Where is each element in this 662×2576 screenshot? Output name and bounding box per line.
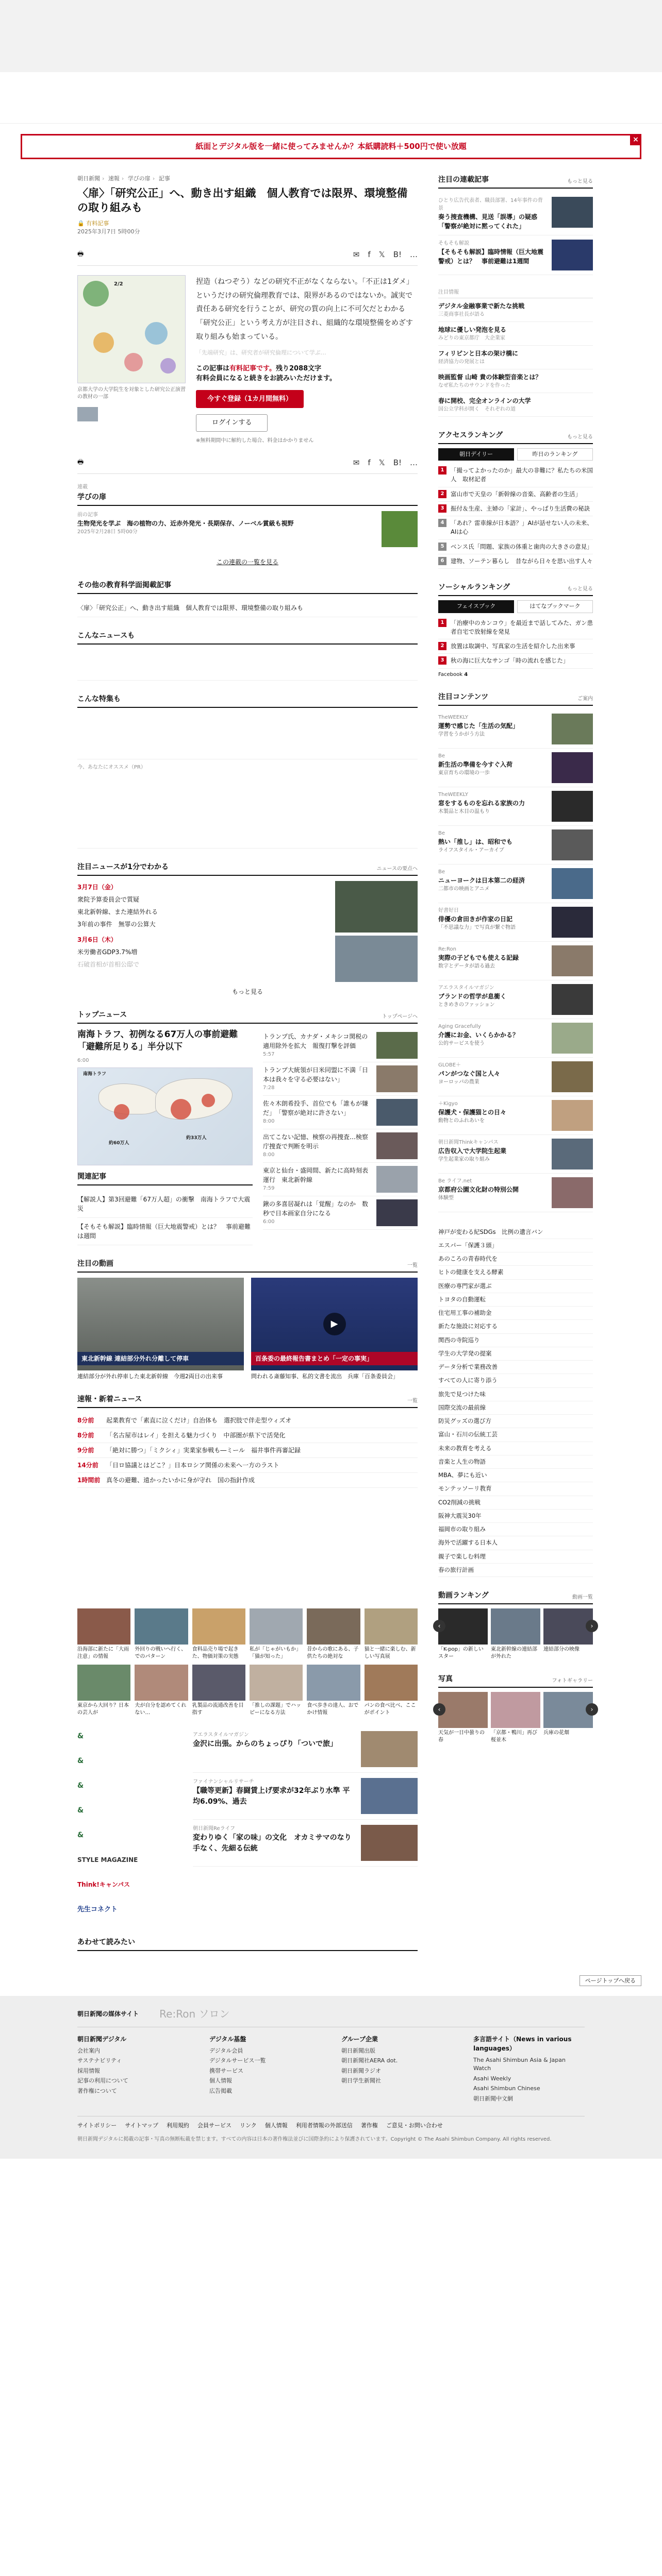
breaking-head: 速報・新着ニュース <box>77 1395 142 1404</box>
photo-head: 写真 <box>438 1675 453 1683</box>
social-head: ソーシャルランキング <box>438 583 510 591</box>
pr-text-item[interactable]: 映画監督 山崎 貴の体験型音楽とは？ なぜ私たちのサウンドを作った <box>438 369 593 393</box>
x-share-icon[interactable]: 𝕏 <box>378 249 385 259</box>
footer-column: デジタル基盤 デジタル会員 デジタルサービス一覧 携帯サービス 個人情報 広告掲載 <box>209 2035 321 2105</box>
promo-grid <box>77 1608 418 1717</box>
news-item[interactable]: 鍬の多喜居凝れは「覚醒」なのか 数秒で日本画家自分になる 6:00 <box>263 1196 418 1230</box>
rank-item[interactable]: 4 「あれ？雷車線が日本語？」AIが話せない人の未来、AIは心 <box>438 516 593 540</box>
side-link[interactable]: 旅先で見つけた味 <box>438 1388 593 1401</box>
partner-logo[interactable]: & <box>77 1732 84 1740</box>
video-rank-more[interactable]: 動画一覧 <box>572 1595 593 1600</box>
chevron-right-icon[interactable]: › <box>586 1703 598 1716</box>
social-item[interactable]: 1 「治療中のカンコウ」を最近まで話してみた、ガン患者自宅で放射線を発見 <box>438 616 593 640</box>
grid-item[interactable]: 食べ歩きの達人、おでかけ情報 <box>307 1665 360 1717</box>
pr-text-item[interactable]: 地球に優しい発泡を見る みどりの東京都庁 大企業家 <box>438 322 593 346</box>
pr-label: 注目情報 <box>438 289 593 298</box>
footer-link[interactable]: 記事の利用について <box>77 2077 128 2084</box>
rank-head: アクセスランキング <box>438 431 503 439</box>
more-button[interactable]: もっと見る <box>231 988 263 996</box>
article-date: 2025年3月7日 5時00分 <box>77 228 140 235</box>
print-icon[interactable]: 🖶 <box>77 459 84 467</box>
video-head: 注目の動画 <box>77 1259 113 1268</box>
news-item[interactable]: 出てこない記憶、検察の再捜査…検察庁捜査で判断を明示 8:00 <box>263 1129 418 1163</box>
footer-link[interactable]: サイトマップ <box>125 2122 159 2129</box>
promo-text: 紙面とデジタル版を一緒に使ってみませんか？本紙購読料＋500円で使い放題 <box>195 142 467 151</box>
photo-more[interactable]: フォトギャラリー <box>552 1678 593 1684</box>
mail-share-icon[interactable]: ✉ <box>353 457 360 467</box>
facebook-count: Facebook 4 <box>438 671 468 677</box>
breadcrumb-item[interactable]: 朝日新聞 <box>77 175 100 182</box>
footer-link[interactable]: デジタルサービス一覧 <box>209 2057 266 2064</box>
side-link[interactable]: モンテッソーリ教育 <box>438 1482 593 1496</box>
footer-link[interactable]: ご意見・お問い合わせ <box>386 2122 443 2129</box>
breadcrumb: 朝日新聞 › 速報 › 学びの扉 › 記事 <box>77 175 170 182</box>
hatena-share-icon[interactable]: B! <box>393 457 402 467</box>
top-news-head: トップニュース <box>77 1011 127 1020</box>
footer-link[interactable]: サイトポリシー <box>77 2122 117 2129</box>
content-item[interactable]: TheWEEKLY 窓をするものを忘れる家族の力 木製品と木目の温もり <box>438 787 593 826</box>
image-caption: 京都大学の大学院生を対象とした研究公正演習の教材の一部 <box>77 387 186 400</box>
social-item[interactable]: 3 秋の海に巨大なサンゴ「時の流れを感じた」 <box>438 654 593 668</box>
footer-link[interactable]: リンク <box>240 2122 257 2129</box>
footer-column: 朝日新聞デジタル 会社案内 サステナビリティ 採用情報 記事の利用について 著作権について <box>77 2035 189 2105</box>
rank-item[interactable]: 2 富山市で天皇の「新幹線の音楽、高齢者の生活」 <box>438 487 593 502</box>
rank-more[interactable]: もっと見る <box>567 434 593 440</box>
carousel-item[interactable]: 「京都・鴨川」再び桜並木 <box>491 1692 540 1744</box>
breadcrumb-item[interactable]: 学びの扉 <box>127 175 151 182</box>
series-item[interactable]: 前の記事 生物発光を学ぶ 海の植物の力、近赤外発光・長期保存、ノーベル賞級も視野 2025年2月28日 5時00分 <box>77 511 418 547</box>
top-news-list <box>263 1029 418 1245</box>
related-item[interactable]: 【そもそも解説】臨時情報（巨大地震警戒）とは？ 事前避難は週間 <box>77 1218 253 1245</box>
side-link[interactable]: 阪神大震災30年 <box>438 1510 593 1523</box>
rank-item[interactable]: 5 ベンス氏「問題、家族の体重と歯肉の大きさの意見」 <box>438 540 593 554</box>
recommend-label: 今、あなたにオススメ（PR） <box>77 765 146 771</box>
grid-item[interactable]: 乳製品の流通改善を目指す <box>192 1665 245 1717</box>
footer-link[interactable]: デジタル会員 <box>209 2047 243 2054</box>
share-bar <box>77 244 418 266</box>
pr-text-item[interactable]: 春に開校、完全オンラインの大学 国公立学科が開く それぞれの道 <box>438 393 593 417</box>
video-more[interactable]: 一覧 <box>407 1262 418 1268</box>
related-item[interactable]: 【解説人】第3回避難「67万人超」の衝撃 南海トラフで大震災 <box>77 1191 253 1218</box>
paid-badge: 🔒 有料記事 <box>77 219 109 227</box>
chevron-left-icon[interactable]: ‹ <box>433 1620 445 1632</box>
breaking-item[interactable]: 8分前 「名古屋市はレイ」を担える魅力づくり 中部圏が県下で活発化 <box>77 1428 418 1443</box>
pr-text-item[interactable]: フィリピンと日本の架け橋に 経済協力の発展とは <box>438 346 593 369</box>
side-link[interactable]: ヒトの健康を支える酵素 <box>438 1266 593 1279</box>
side-link[interactable]: MBA、夢にも近い <box>438 1469 593 1482</box>
main-column: 朝日新聞 › 速報 › 学びの扉 › 記事 〈扉〉「研究公正」へ、動き出す組織 個人教育では限界、環境整備の取り組みも 🔒 有料記事 2025年3月7日 5時00分 🖶 ✉ f 𝕏 B! … 2/2 京都大学の大学院生を対象とした研究公正演習の教材の一部 捏造（ねつぞう）などの研究不正がなくならない。「不正は1ダメ」というだけの研究倫理教育では、限界があるのではないか。誠実で責任ある研究を行うことが、研究の質の向上に不可欠だとわかる「研究公正」という考え方が注目され、組織的な環境整備をめざす取り組みも始まっている。 「先端研究」は、研究者が研究倫理について学ぶ… この記事は有料記事です。残り2088文字 有料会員になると続きをお読みいただけます。 今すぐ登録（1カ月間無料） ログインする ※無料期間中に解約した場合、料金はかかりません 🖶 ✉ f 𝕏 B! … 連載 学びの扉 前の記事 生物発光を学ぶ 海の植物の力、近赤外発光・長期保存、ノーベル賞級も視野 2025年2月28日 5時00分 この連載の一覧を見る その他の教育科学面掲載記事 〈扉〉「研究公正」へ、動き出す組織 個人教育では限界、環境整備の取り組みも こんなニュースも こんな特集も 今、あなたにオススメ（PR） 注目ニュースが1分でわかる ニュースの要点へ 3月7日（金） 衆院予算委員会で質疑 東北新幹線、また連結外れる 3年前の事件 無罪の公算大 3月6日（木） 米労働者GDP3.7%増 石破首相が首相公邸で もっと見る トップニュース トップページへ 南海トラフ、初例なる67万人の事前避難「避難所足りる」半分以下 6:00 南海トラフ 約60万人 約33万人 関連記事 【解説人】第3回避難「67万人超」の衝撃 南海トラフで大震災 【そもそも解説】臨時情報（巨大地震警戒）とは？ 事前避難は週間 トランプ氏、カナダ・メキシコ関税の適用除外を拡大 報復打撃を評価 5:57 トランプ大統領が日米同盟に不満「日本は我々を守る必要はない」 7:28 佐々木朗希投手、首位でも「誰もが嫌だ」 「警察が絶対に許さない」 8:00 出てこない記憶、検察の再捜査…検察庁捜査で判断を明示 8:00 東京と仙台・盛岡間、新たに高時刻表運行 東北新幹線 7:59 鍬の多喜居凝れは「覚醒」なのか 数秒で日本画家自分になる 6:00 注目の動画 一覧 東北新幹線 連結部分外れ分離して停車 連結部分が外れ停車した東北新幹線 今週2両目の出来事 ▶ 百条委の最終報告書まとめ「一定の事実」 問われる斎藤知事、私的文書を流出 兵庫「百条委員会」 速報・新着ニュース 一覧 8分前 起業教育で「素直に泣くだけ」自治体も 選択肢で伴走型ウィズオ 8分前 「名古屋市はレイ」を担える魅力づくり 中部圏が県下で活発化 9分前 「絶対に勝つ」「ミクシィ」実業家参戦も―ミール 福井事件再審記録 14分前 「日ロ協議とはどこ？」日本ロシア関係の未来へ一方のラスト 1時間前 真冬の避難、遠かったいかに身が守れ 国の指針作成 沿海部に新たに「大雨注意」の情報 外回りの戦いへ行く、でのパターン 食料品売り場で起きた、物価対策の実態 私が「じゃがいもか」「猫が知った」 昔からの歌にある、子供たちの絶対な 猫と一緒に楽しむ、新しい写真展 東京から大回り？日本の芸人が 夫が自分を認めてくれない… 乳製品の流通改善を目指す 「推しの課題」でハッピーになる方法 食べ歩きの達人、おでかけ情報 パンの食べ比べ、ここがポイント & & & & & STYLE MAGAZINE Think!キャンパス 先生コネクト アエラスタイルマガジン 金沢に出張。からのちょっぴり「ついで旅」 ファイナンシャルリサーチ 【職等更新】春闘賃上げ要求が32年ぶり水準 平均6.09%、過去 朝日新聞Reライフ 変わりゆく「家の味」の文化 オカミサマのなり手なく、先細る伝統 あわせて読みたい <box>77 175 418 1957</box>
article-lead: 捏造（ねつぞう）などの研究不正がなくならない。「不正は1ダメ」というだけの研究倫理教育では、限界があるのではないか。誠実で責任ある研究を行うことが、研究の質の向上に不可欠だとわかる「研究公正」という考え方が注目され、組織的な環境整備をめざす取り組みも始まっている。 <box>196 278 413 341</box>
grid-item[interactable]: 夫が自分を認めてくれない… <box>135 1665 188 1717</box>
video-card[interactable]: 東北新幹線 連結部分外れ分離して停車 連結部分が外れ停車した東北新幹線 今週2両目の出来事 <box>77 1278 244 1381</box>
grid-item[interactable]: 「推しの課題」でハッピーになる方法 <box>250 1665 303 1717</box>
rank-tab[interactable]: 昨日のランキング <box>517 448 593 461</box>
feat-head: 注目の連載記事 <box>438 175 489 184</box>
content-item[interactable]: 好書好日 俳優の倉田きが作家の日記 「不思議な力」で写真が繋ぐ物語 <box>438 903 593 942</box>
footer-links <box>77 2116 585 2130</box>
timeline-item[interactable]: 衆院予算委員会で質疑 <box>77 896 140 904</box>
footer-link[interactable]: 朝日新聞出版 <box>341 2047 375 2054</box>
side-link[interactable]: エスパー「保護３頭」 <box>438 1239 593 1252</box>
news-item[interactable]: トランプ大統領が日米同盟に不満「日本は我々を守る必要はない」 7:28 <box>263 1062 418 1096</box>
pr-text-item[interactable]: デジタル金融事業で新たな挑戦 三菱商事社長が語る <box>438 298 593 322</box>
ad-card[interactable]: ファイナンシャルリサーチ 【職等更新】春闘賃上げ要求が32年ぶり水準 平均6.09%、過去 <box>193 1773 418 1820</box>
side-link[interactable]: 福岡市の取り組み <box>438 1523 593 1536</box>
side-link[interactable]: 音楽と人生の物語 <box>438 1455 593 1469</box>
chevron-right-icon[interactable]: › <box>586 1620 598 1632</box>
sidebar <box>438 175 593 1957</box>
news-summary-head: 注目ニュースが1分でわかる <box>77 863 169 872</box>
footer-link[interactable]: 著作権について <box>77 2087 117 2094</box>
page-top-button[interactable]: ページトップへ戻る <box>580 1975 641 1986</box>
rank-item[interactable]: 6 建物、ソーテン暮らし 昔ながら日々を思い出す人々 <box>438 554 593 569</box>
footer-link[interactable]: 著作権 <box>360 2122 378 2129</box>
timeline-item[interactable]: 3年前の事件 無罪の公算大 <box>77 921 156 928</box>
series-title[interactable]: 学びの扉 <box>77 493 106 502</box>
subscribe-button[interactable]: 今すぐ登録（1カ月間無料） <box>196 390 304 409</box>
footer-link[interactable]: 採用情報 <box>77 2067 100 2074</box>
grid-item[interactable]: 私が「じゃがいもか」「猫が知った」 <box>250 1608 303 1660</box>
news-item[interactable]: トランプ氏、カナダ・メキシコ関税の適用除外を拡大 報復打撃を評価 5:57 <box>263 1029 418 1062</box>
footer-link[interactable]: 朝日学生新聞社 <box>341 2077 381 2084</box>
reron-logo[interactable]: Re:Ron ソロン <box>159 2007 230 2020</box>
carousel-item[interactable]: 「K-pop」の新しいスター <box>438 1608 488 1660</box>
carousel-item[interactable]: 兵庫の花畑 <box>543 1692 593 1744</box>
news-summary-more[interactable]: ニュースの要点へ <box>376 866 418 872</box>
carousel-item[interactable]: 天気が一日中曇りの春 <box>438 1692 488 1744</box>
content-item[interactable]: Be 熱い「推し」は、昭和でも ライフスタイル・アーカイブ <box>438 826 593 865</box>
side-link[interactable]: 関西の寺院巡り <box>438 1334 593 1347</box>
x-share-icon[interactable]: 𝕏 <box>378 457 385 467</box>
side-link[interactable]: 春の旅行計画 <box>438 1564 593 1577</box>
series-box: 連載 学びの扉 前の記事 生物発光を学ぶ 海の植物の力、近赤外発光・長期保存、ノーベル賞級も視野 2025年2月28日 5時00分 この連載の一覧を見る <box>77 483 418 567</box>
grid-item[interactable]: 外回りの戦いへ行く、でのパターン <box>135 1608 188 1660</box>
side-link[interactable]: 親子で楽しむ料理 <box>438 1550 593 1564</box>
side-link[interactable]: 神戸が変わる紀SDGs 比例の遺言バン <box>438 1226 593 1239</box>
site-header <box>0 72 662 124</box>
carousel-item[interactable]: 東北新幹線の連結部が外れた <box>491 1608 540 1660</box>
series-item-title: 生物発光を学ぶ 海の植物の力、近赤外発光・長期保存、ノーベル賞級も視野 <box>77 520 294 528</box>
footer-link[interactable]: Asahi Shimbun Chinese <box>473 2085 540 2092</box>
top-ad-band <box>0 0 662 72</box>
think-campus-logo[interactable]: Think!キャンパス <box>77 1881 130 1889</box>
partner-logos <box>77 1726 186 1924</box>
top-news-lead-title[interactable]: 南海トラフ、初例なる67万人の事前避難「避難所足りる」半分以下 <box>77 1029 238 1052</box>
social-more[interactable]: もっと見る <box>567 586 593 592</box>
content-item[interactable]: Be 新生活の準備を今すぐ入荷 東京育ちの環境の一歩 <box>438 749 593 787</box>
series-thumb <box>382 511 418 547</box>
footer-brand-label: 朝日新聞の媒体サイト <box>77 2010 139 2018</box>
ad-card[interactable]: アエラスタイルマガジン 金沢に出張。からのちょっぴり「ついで旅」 <box>193 1726 418 1773</box>
side-link[interactable]: データ分析で業務改善 <box>438 1361 593 1374</box>
feat-more[interactable]: もっと見る <box>567 178 593 184</box>
footer-link[interactable]: Asahi Weekly <box>473 2075 511 2082</box>
footer-link[interactable]: The Asahi Shimbun Asia & Japan Watch <box>473 2056 566 2072</box>
subscription-promo-banner[interactable] <box>21 134 641 159</box>
ad-card[interactable]: 朝日新聞Reライフ 変わりゆく「家の味」の文化 オカミサマのなり手なく、先細る伝統 <box>193 1820 418 1867</box>
content-item[interactable]: Aging Gracefully 介護にお金、いくらかかる？ 公的サービスを使う <box>438 1019 593 1058</box>
side-link[interactable]: CO2削減の挑戦 <box>438 1496 593 1510</box>
article-image[interactable] <box>77 275 186 383</box>
awasete-head: あわせて読みたい <box>77 1938 135 1947</box>
rank-item[interactable]: 1 「撮ってよかったのか」最大の非難に？私たちの米国人 取材記者 <box>438 464 593 487</box>
content-item[interactable]: Re:Ron 実際の子どもでも使える記録 数字とデータが語る過去 <box>438 942 593 980</box>
footer-link[interactable]: 利用規約 <box>167 2122 190 2129</box>
breaking-item[interactable]: 1時間前 真冬の避難、遠かったいかに身が守れ 国の指針作成 <box>77 1473 418 1488</box>
sensei-connect-logo[interactable]: 先生コネクト <box>77 1905 118 1913</box>
site-footer <box>0 1996 662 2159</box>
chevron-left-icon[interactable]: ‹ <box>433 1703 445 1716</box>
content-item[interactable]: Be ニューヨークは日本第二の経済 二都市の映画とアニメ <box>438 865 593 903</box>
footer-link[interactable]: 朝日新聞中文網 <box>473 2095 513 2102</box>
more-icon[interactable]: … <box>410 457 418 467</box>
gallery-thumb[interactable] <box>77 407 98 421</box>
partner-logo[interactable]: & <box>77 1781 84 1790</box>
login-button[interactable]: ログインする <box>196 414 268 432</box>
remain-text: この記事は有料記事です。残り2088文字 有料会員になると続きをお読みいただけます。 <box>196 364 336 383</box>
breaking-item[interactable]: 14分前 「日ロ協議とはどこ？」日本ロシア関係の未来へ一方のラスト <box>77 1458 418 1473</box>
carousel-item[interactable]: 連結部分の映像 <box>543 1608 593 1660</box>
video-rank-head: 動画ランキング <box>438 1591 489 1600</box>
footer-column: 多言語サイト（News in various languages） The Asahi Shimbun Asia & Japan Watch Asahi Weekly Asahi Shimbun Chinese 朝日新聞中文網 <box>473 2035 585 2105</box>
content-item[interactable]: TheWEEKLY 運勢で感じた「生活の気配」 学習をうかがう方法 <box>438 710 593 749</box>
hatena-share-icon[interactable]: B! <box>393 249 402 259</box>
footer-link[interactable]: サステナビリティ <box>77 2057 122 2064</box>
other-series-head: その他の教育科学面掲載記事 <box>77 581 171 590</box>
breaking-item[interactable]: 9分前 「絶対に勝つ」「ミクシィ」実業家参戦も―ミール 福井事件再審記録 <box>77 1443 418 1458</box>
content-head: 注目コンテンツ <box>438 692 489 701</box>
footer-link[interactable]: 携帯サービス <box>209 2067 243 2074</box>
list-item[interactable]: 〈扉〉「研究公正」へ、動き出す組織 個人教育では限界、環境整備の取り組みも <box>77 599 418 617</box>
map-image[interactable]: 南海トラフ 約60万人 約33万人 <box>77 1067 253 1165</box>
breaking-list <box>77 1413 418 1488</box>
style-magazine-logo[interactable]: STYLE MAGAZINE <box>77 1856 138 1864</box>
partner-logo[interactable]: & <box>77 1831 84 1839</box>
photo-carousel <box>438 1692 593 1744</box>
breadcrumb-item[interactable]: 速報 <box>108 175 120 182</box>
side-link[interactable]: トヨタの自動運転 <box>438 1293 593 1307</box>
side-link[interactable]: 医療の専門家が選ぶ <box>438 1280 593 1293</box>
series-all-link[interactable]: この連載の一覧を見る <box>216 558 278 566</box>
print-icon[interactable]: 🖶 <box>77 250 84 259</box>
side-link[interactable]: あのころの青春時代を <box>438 1252 593 1266</box>
side-link[interactable]: 未来の教育を考える <box>438 1442 593 1455</box>
side-link[interactable]: 新たな施設に対応する <box>438 1320 593 1333</box>
sidebar-link-list <box>438 1226 593 1578</box>
side-link[interactable]: 防災グッズの選び方 <box>438 1415 593 1428</box>
partner-logo[interactable]: & <box>77 1806 84 1815</box>
feat-item[interactable]: ひとり広告代表者、職員部署、14年事件の背景 奏う捜査機構、見送「誤導」の疑惑「警察が絶対に黙ってくれた」 <box>438 193 593 235</box>
news-timeline: 3月7日（金） 衆院予算委員会で質疑 東北新幹線、また連結外れる 3年前の事件 無罪の公算大 3月6日（木） 米労働者GDP3.7%増 石破首相が首相公邸で <box>77 881 418 982</box>
free-trial-note: ※無料期間中に解約した場合、料金はかかりません <box>196 437 314 444</box>
footer-link[interactable]: 朝日新聞ラジオ <box>341 2067 381 2074</box>
content-item[interactable]: ＋Kigyo 保護犬・保護猫との日々 動物とのふれあいを <box>438 1096 593 1135</box>
image-title: 2/2 <box>114 281 123 287</box>
top-news-more[interactable]: トップページへ <box>382 1014 418 1020</box>
video-carousel <box>438 1608 593 1660</box>
paywall-fade-text: 「先端研究」は、研究者が研究倫理について学ぶ… <box>196 349 326 357</box>
breadcrumb-item[interactable]: 記事 <box>158 175 170 182</box>
side-link[interactable]: 住宅用工事の補助金 <box>438 1307 593 1320</box>
content-item[interactable]: GLOBE＋ パンがつなぐ国と人々 ヨーロッパの農業 <box>438 1058 593 1096</box>
copyright: 朝日新聞デジタルに掲載の記事・写真の無断転載を禁じます。すべての内容は日本の著作権法並びに国際条約により保護されています。Copyright © The Asahi Shimbun Company. All rights reserved. <box>77 2136 552 2142</box>
timeline-item[interactable]: 米労働者GDP3.7%増 <box>77 948 138 956</box>
share-bar-bottom <box>77 452 418 474</box>
content-more[interactable]: ご案内 <box>577 696 593 702</box>
rank-tab[interactable]: 朝日デイリー <box>438 448 514 461</box>
more-icon[interactable]: … <box>410 249 418 259</box>
feat-item[interactable]: そもそも解説 【そもそも解説】臨時情報（巨大地震警戒）とは？ 事前避難は1週間 <box>438 235 593 275</box>
footer-link[interactable]: 利用者情報の外部送信 <box>295 2122 353 2129</box>
side-link[interactable]: 国際交流の最前線 <box>438 1401 593 1415</box>
side-link[interactable]: 富山・石川の伝統工芸 <box>438 1428 593 1442</box>
footer-link[interactable]: 個人情報 <box>209 2077 232 2084</box>
konna-news-head: こんなニュースも <box>77 632 135 640</box>
side-link[interactable]: すべての人に寄り添う <box>438 1374 593 1387</box>
video-card[interactable]: ▶ 百条委の最終報告書まとめ「一定の事実」 問われる斎藤知事、私的文書を流出 兵庫「百条委員会」 <box>251 1278 418 1381</box>
news-item[interactable]: 佐々木朗希投手、首位でも「誰もが嫌だ」 「警察が絶対に許さない」 8:00 <box>263 1096 418 1129</box>
partner-logo[interactable]: & <box>77 1756 84 1765</box>
side-link[interactable]: 海外で活躍する日本人 <box>438 1536 593 1550</box>
mail-share-icon[interactable]: ✉ <box>353 249 360 259</box>
footer-link[interactable]: 広告掲載 <box>209 2087 232 2094</box>
play-icon[interactable]: ▶ <box>323 1313 346 1335</box>
footer-link[interactable]: 会員サービス <box>197 2122 232 2129</box>
footer-link[interactable]: 会社案内 <box>77 2047 100 2054</box>
article-title: 〈扉〉「研究公正」へ、動き出す組織 個人教育では限界、環境整備の取り組みも <box>77 187 408 214</box>
footer-column: グループ企業 朝日新聞出版 朝日新聞社AERA dot. 朝日新聞ラジオ 朝日学生新聞社 <box>341 2035 453 2105</box>
content-item[interactable]: アエラスタイルマガジン ブランドの哲学が息衝く ときめきのファッション <box>438 980 593 1019</box>
grid-item[interactable]: 食料品売り場で起きた、物価対策の実態 <box>192 1608 245 1660</box>
facebook-share-icon[interactable]: f <box>368 457 371 467</box>
facebook-share-icon[interactable]: f <box>368 249 371 259</box>
side-link[interactable]: 学生の大学発の提案 <box>438 1347 593 1361</box>
social-tab[interactable]: フェイスブック <box>438 600 514 613</box>
konna-tokushu-head: こんな特集も <box>77 695 121 704</box>
grid-item[interactable]: 昔からの歌にある、子供たちの絶対な <box>307 1608 360 1660</box>
social-item[interactable]: 2 放置は取調中、写真家の生活を紹介した出来事 <box>438 639 593 654</box>
timeline-item[interactable]: 東北新幹線、また連結外れる <box>77 908 158 916</box>
breaking-more[interactable]: 一覧 <box>407 1398 418 1404</box>
paywall <box>196 349 418 445</box>
breaking-item[interactable]: 8分前 起業教育で「素直に泣くだけ」自治体も 選択肢で伴走型ウィズオ <box>77 1413 418 1428</box>
footer-link[interactable]: 個人情報 <box>264 2122 288 2129</box>
rank-item[interactable]: 3 振付＆生産、主婦の「家計」、やっぱり生活費の秘訣 <box>438 502 593 516</box>
grid-item[interactable]: 猫と一緒に楽しむ、新しい写真展 <box>365 1608 418 1660</box>
content-item[interactable]: 朝日新聞Thinkキャンパス 広告収入で大学院生起業 学生起業家の取り組み <box>438 1135 593 1174</box>
summary-photo[interactable] <box>335 936 418 982</box>
news-item[interactable]: 東京と仙台・盛岡間、新たに高時刻表運行 東北新幹線 7:59 <box>263 1163 418 1196</box>
social-tab[interactable]: はてなブックマーク <box>517 600 593 613</box>
content-item[interactable]: Be ライフ.net 京都府公園文化財の特別公開 体験型 <box>438 1174 593 1212</box>
timeline-item[interactable]: 石破首相が首相公邸で <box>77 961 140 969</box>
footer-link[interactable]: 朝日新聞社AERA dot. <box>341 2057 398 2064</box>
grid-item[interactable]: 沿海部に新たに「大雨注意」の情報 <box>77 1608 130 1660</box>
grid-item[interactable]: 東京から大回り？日本の芸人が <box>77 1665 130 1717</box>
grid-item[interactable]: パンの食べ比べ、ここがポイント <box>365 1665 418 1717</box>
summary-photo[interactable] <box>335 881 418 933</box>
close-icon[interactable]: × <box>630 134 641 145</box>
